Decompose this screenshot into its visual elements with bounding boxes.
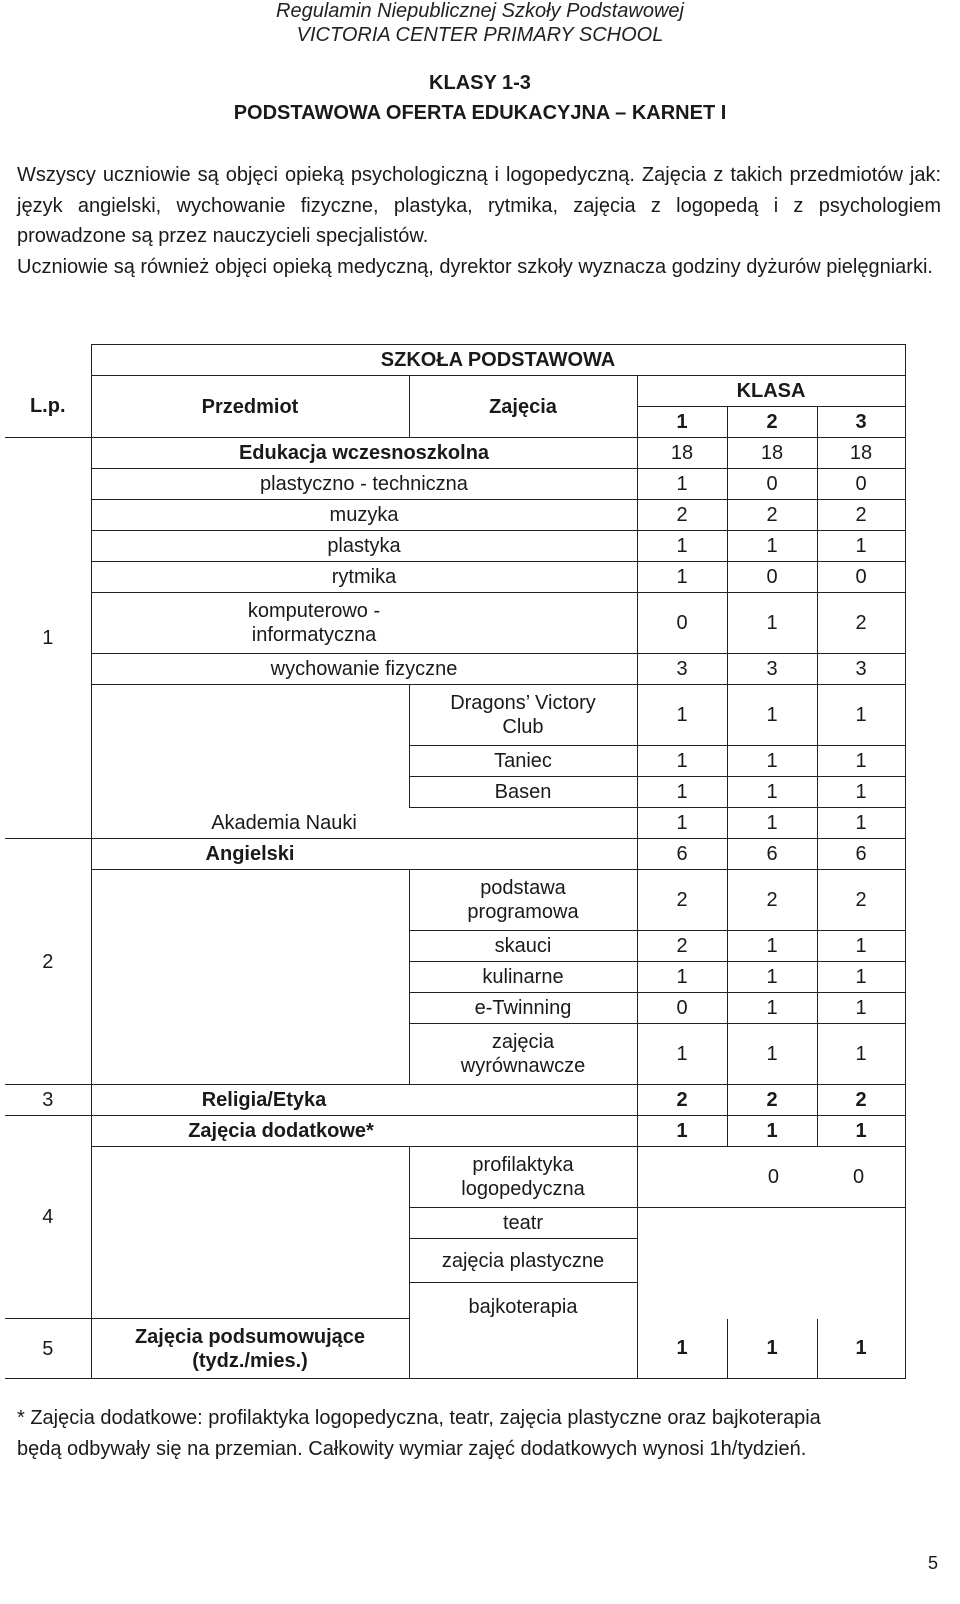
subject-line: (tydz./mies.) [192,1349,308,1372]
subject-cell: muzyka [91,500,637,531]
value-cell: 1 [817,685,905,746]
value-cell: 1 [727,531,817,562]
activity-cell [409,870,637,931]
subject-cell: wychowanie fizyczne [91,654,637,685]
value-cell: 2 [637,870,727,931]
value-cell: 1 [817,993,905,1024]
group-number: 5 [5,1319,91,1379]
value-cell: 1 [637,685,727,746]
activity-line: profilaktyka [472,1154,574,1176]
activity-cell: e-Twinning [409,993,637,1024]
value-cell: 1 [817,531,905,562]
section-subtitle: PODSTAWOWA OFERTA EDUKACYJNA – KARNET I [233,102,727,124]
value-cell: 1 [637,1024,727,1085]
value-cell [637,1147,905,1208]
value-cell: 1 [637,777,727,808]
subject-line: komputerowo - [247,600,381,622]
doc-header-school: VICTORIA CENTER PRIMARY SCHOOL [296,24,664,46]
value-cell: 2 [817,500,905,531]
footnote-line: będą odbywały się na przemian. Całkowity wymiar zajęć dodatkowych wynosi 1h/tydzień. [17,1438,807,1460]
curriculum-table [5,344,906,1379]
value-cell: 1 [727,746,817,777]
activity-cell: bajkoterapia [409,1283,637,1319]
value-cell: 3 [637,654,727,685]
activity-cell [409,685,637,746]
value-cell: 1 [817,1116,905,1147]
value-cell: 0 [637,593,727,654]
doc-header-title: Regulamin Niepublicznej Szkoły Podstawowej [276,0,684,22]
value-cell: 1 [637,746,727,777]
group-number: 2 [5,839,91,1085]
subject-cell [91,808,637,839]
value-cell: 1 [727,685,817,746]
activity-cell: Taniec [409,746,637,777]
header-class: KLASA [637,376,905,407]
activity-cell: skauci [409,931,637,962]
subject-cell [91,1116,637,1147]
value-cell: 2 [637,1085,727,1116]
value-cell: 1 [817,746,905,777]
subject-cell: plastyczno - techniczna [91,469,637,500]
footnote-line: * Zajęcia dodatkowe: profilaktyka logopedyczna, teatr, zajęcia plastyczne oraz bajkoterapia [17,1407,821,1429]
value: 0 [767,1166,780,1188]
value-cell: 2 [637,931,727,962]
value-cell: 0 [817,562,905,593]
subject-cell [91,1319,409,1379]
subject-cell: Edukacja wczesnoszkolna [91,438,637,469]
school-header: SZKOŁA PODSTAWOWA [91,345,905,376]
activity-line: wyrównawcze [460,1055,586,1077]
value: 0 [853,1166,865,1188]
activity-cell-empty [409,1319,637,1379]
value-cell: 2 [727,500,817,531]
value-cell: 1 [727,1319,817,1379]
value-cell: 1 [817,931,905,962]
intro-text [17,160,941,282]
intro-paragraph-1: Wszyscy uczniowie są objęci opieką psychologiczną i logopedyczną. Zajęcia z takich przedmiotów jak: język angielski, wychowanie fizyczne, plastyka, rytmika, zajęcia z logopedą i z psychologiem prowadzone są przez nauczycieli specjalistów. [17,164,941,247]
subject-cell: plastyka [91,531,637,562]
activity-cell: Basen [409,777,637,808]
activity-cell: kulinarne [409,962,637,993]
activity-line: Dragons’ Victory [450,692,596,714]
intro-paragraph-2: Uczniowie są również objęci opieką medyczną, dyrektor szkoły wyznacza godziny dyżurów pielęgniarki. [17,255,933,278]
activity-cell: zajęcia plastyczne [409,1239,637,1283]
value-cell: 1 [637,1116,727,1147]
value-cell: 0 [817,469,905,500]
value-cell: 3 [727,654,817,685]
subject-label: Religia/Etyka [201,1089,327,1111]
subject-cell [91,1085,637,1116]
value-cell-empty [637,1208,905,1239]
value-cell: 1 [727,777,817,808]
subject-label: Zajęcia dodatkowe* [188,1120,374,1142]
subject-cell [91,839,637,870]
value-cell: 0 [637,993,727,1024]
value-cell-empty [637,1283,905,1319]
subject-cell: rytmika [91,562,637,593]
value-cell: 1 [637,562,727,593]
footnote [17,1403,947,1465]
value-cell: 2 [817,870,905,931]
activity-line: zajęcia [491,1031,555,1053]
value-cell: 1 [637,808,727,839]
header-subject: Przedmiot [91,376,409,438]
subject-label: Akademia Nauki [211,812,357,834]
value-cell: 1 [817,808,905,839]
value-cell: 1 [727,808,817,839]
value-cell: 18 [637,438,727,469]
activity-line: podstawa [480,877,566,899]
class-number: 1 [637,407,727,438]
value-cell: 1 [817,1024,905,1085]
activity-cell [409,1147,637,1208]
value-cell: 2 [727,1085,817,1116]
value-cell: 2 [817,593,905,654]
value-cell: 18 [817,438,905,469]
activity-cell [409,1024,637,1085]
header-activities: Zajęcia [409,376,637,438]
value-cell: 1 [637,531,727,562]
value-cell: 1 [817,777,905,808]
value-cell-empty [637,1239,905,1283]
subject-cell [91,593,637,654]
subject-line: informatyczna [251,624,377,646]
value-cell: 2 [637,500,727,531]
subject-line: Zajęcia podsumowujące [134,1325,366,1348]
value-cell: 1 [727,593,817,654]
activity-line: logopedyczna [461,1178,585,1200]
page-number: 5 [927,1553,938,1573]
activity-line: Club [502,716,544,738]
activity-cell: teatr [409,1208,637,1239]
value-cell: 6 [727,839,817,870]
subject-cell-empty [91,870,409,1085]
value-cell: 1 [727,1024,817,1085]
value-cell: 18 [727,438,817,469]
value-cell: 1 [727,1116,817,1147]
class-number: 2 [727,407,817,438]
value-cell: 2 [727,870,817,931]
value-cell: 2 [817,1085,905,1116]
value-cell: 3 [817,654,905,685]
table-corner [5,345,91,376]
activity-line: programowa [467,901,579,923]
section-title: KLASY 1-3 [429,72,531,94]
value-cell: 6 [637,839,727,870]
group-number: 4 [5,1116,91,1319]
value-cell: 1 [637,962,727,993]
value-cell: 1 [727,962,817,993]
value-cell: 1 [817,962,905,993]
subject-cell-empty [91,685,409,808]
value-cell: 1 [727,993,817,1024]
value-cell: 1 [637,1319,727,1379]
header-lp: L.p. [5,376,91,438]
value-cell: 1 [637,469,727,500]
group-number: 3 [5,1085,91,1116]
value-cell: 6 [817,839,905,870]
value-cell: 1 [727,931,817,962]
value-cell: 1 [817,1319,905,1379]
class-number: 3 [817,407,905,438]
group-number: 1 [5,438,91,839]
value-cell: 0 [727,562,817,593]
subject-cell-empty [91,1147,409,1319]
subject-label: Angielski [205,843,295,865]
value-cell: 0 [727,469,817,500]
